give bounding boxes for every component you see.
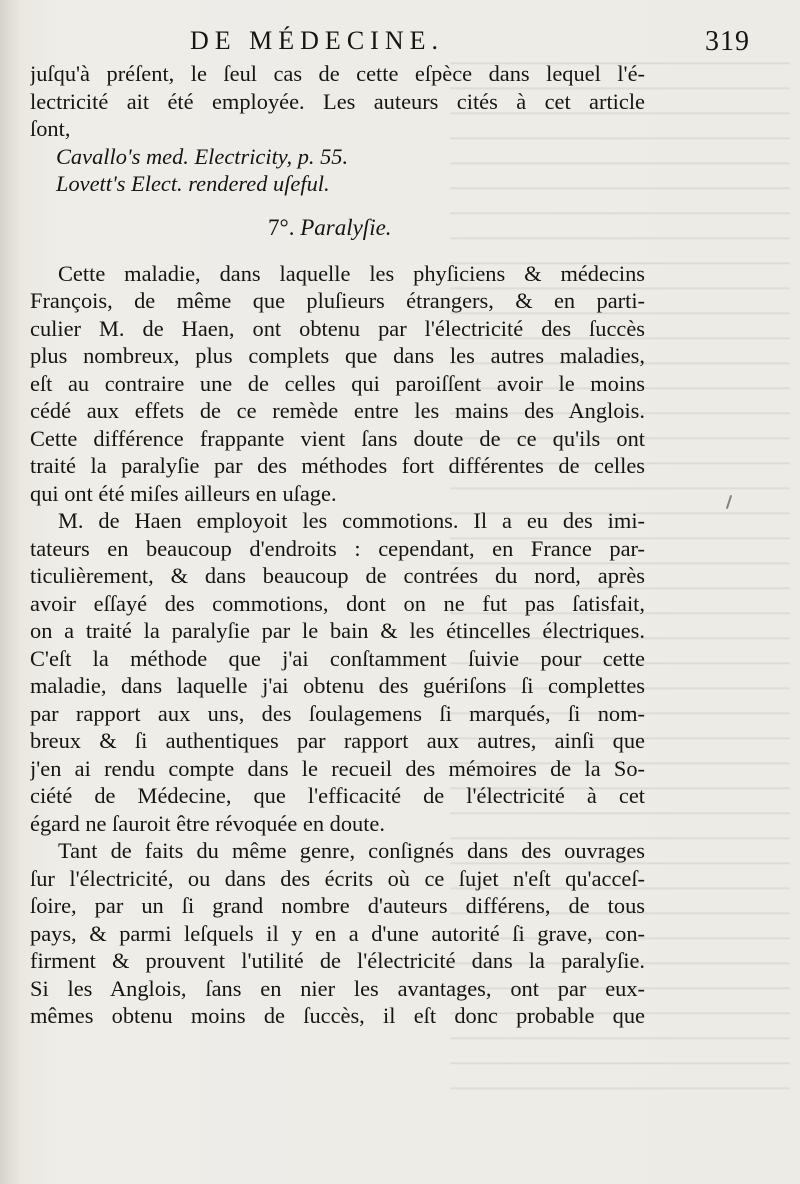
- text-line: ſoire, par un ſi grand nombre d'auteurs différens, de tous: [30, 893, 645, 918]
- text-line: on a traité la paralyſie par le bain & les étincelles électriques.: [30, 618, 645, 643]
- text-line: égard ne ſauroit être révoquée en doute.: [30, 810, 385, 836]
- text-line: avoir eſſayé des commotions, dont on ne fut pas ſatisfait,: [30, 590, 645, 616]
- text-line: mêmes obtenu moins de ſuccès, il eſt donc probable que: [30, 1003, 645, 1028]
- citation: Lovett's Elect. rendered uſeful.: [56, 171, 330, 196]
- text-block: [30, 60, 645, 1030]
- text-line: cédé aux effets de ce remède entre les mains des Anglois.: [30, 398, 645, 423]
- section-heading: [268, 214, 392, 242]
- text-line: culier M. de Haen, ont obtenu par l'électricité des ſuccès: [30, 315, 645, 341]
- text-line: breux & ſi authentiques par rapport aux autres, ainſi que: [30, 728, 645, 753]
- section-number: 7°.: [268, 214, 295, 240]
- text-line: M. de Haen employoit les commotions. Il a eu des imi-: [58, 508, 645, 533]
- text-line: Tant de faits du même genre, conſignés dans des ouvrages: [58, 838, 645, 863]
- running-title: DE MÉDECINE.: [190, 26, 444, 55]
- text-line: plus nombreux, plus complets que dans les autres maladies,: [30, 343, 645, 368]
- text-line: traité la paralyſie par des méthodes fort différentes de celles: [30, 453, 645, 478]
- text-line: ſur l'électricité, ou dans des écrits où ce ſujet n'eſt qu'acceſ-: [30, 865, 645, 891]
- text-line: firment & prouvent l'utilité de l'électricité dans la paralyſie.: [30, 948, 645, 973]
- text-line: Cette maladie, dans laquelle les phyſiciens & médecins: [58, 260, 645, 286]
- text-line: ciété de Médecine, que l'efficacité de l'électricité à cet: [30, 783, 645, 808]
- text-line: ticulièrement, & dans beaucoup de contrées du nord, après: [30, 563, 645, 588]
- section-heading-wrap: [30, 198, 645, 250]
- text-line: ſont,: [30, 116, 71, 141]
- text-line: juſqu'à préſent, le ſeul cas de cette eſpèce dans lequel l'é-: [30, 61, 645, 86]
- text-line: François, de même que pluſieurs étrangers, & en parti-: [30, 288, 645, 313]
- text-line: qui ont été miſes ailleurs en uſage.: [30, 480, 337, 506]
- text-line: j'en ai rendu compte dans le recueil des mémoires de la So-: [30, 755, 645, 781]
- text-line: pays, & parmi leſquels il y en a d'une autorité ſi grave, con-: [30, 920, 645, 946]
- page-number: 319: [705, 26, 750, 57]
- citation: Cavallo's med. Electricity, p. 55.: [56, 143, 349, 169]
- text-line: Si les Anglois, ſans en nier les avantages, ont par eux-: [30, 975, 645, 1001]
- text-line: Cette différence frappante vient ſans doute de ce qu'ils ont: [30, 425, 645, 451]
- text-line: C'eſt la méthode que j'ai conſtamment ſuivie pour cette: [30, 645, 645, 671]
- text-line: lectricité ait été employée. Les auteurs cités à cet article: [30, 88, 645, 114]
- section-title: Paralyſie.: [300, 214, 392, 240]
- text-line: tateurs en beaucoup d'endroits : cependant, en France par-: [30, 535, 645, 561]
- text-line: eſt au contraire une de celles qui paroiſſent avoir le moins: [30, 370, 645, 396]
- text-line: par rapport aux uns, des ſoulagemens ſi marqués, ſi nom-: [30, 700, 645, 726]
- running-head: [190, 24, 750, 56]
- text-line: maladie, dans laquelle j'ai obtenu des guériſons ſi complettes: [30, 673, 645, 698]
